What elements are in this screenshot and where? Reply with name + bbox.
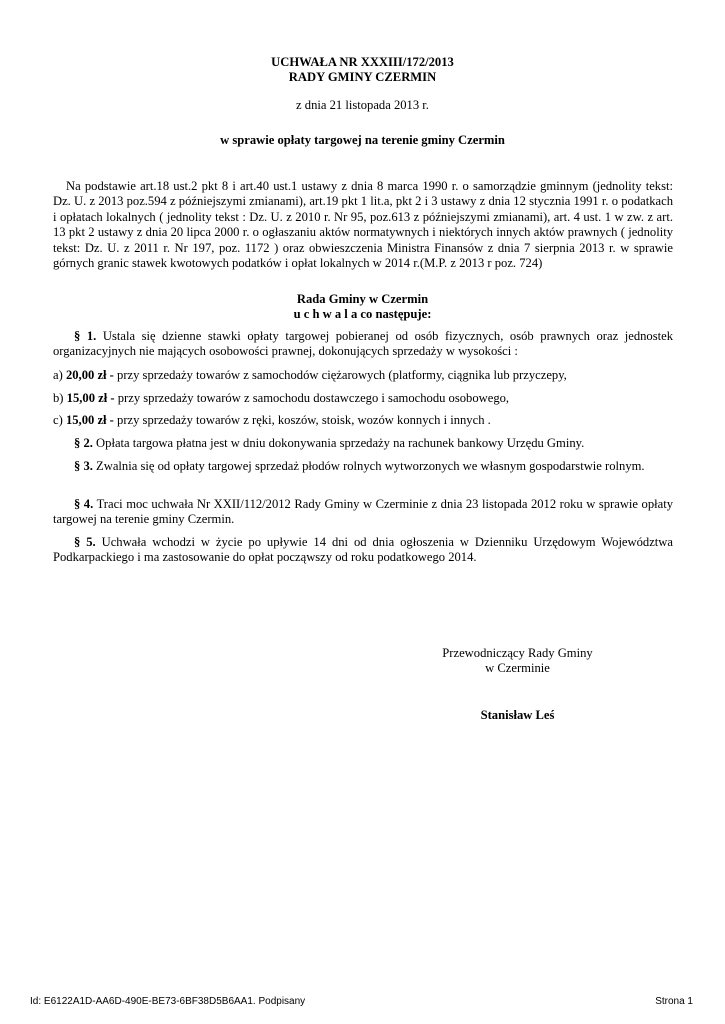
section-4 (53, 497, 673, 528)
rate-text: przy sprzedaży towarów z samochodu dostawczego i samochodu osobowego, (117, 391, 510, 405)
signature-role-line-1: Przewodniczący Rady Gminy (442, 646, 593, 660)
section-2 (53, 436, 673, 451)
rate-letter: c) (53, 413, 63, 427)
rate-item-b (53, 391, 673, 406)
section-3 (53, 459, 673, 474)
rate-text: przy sprzedaży towarów z samochodów ciężarowych (platformy, ciągnika lub przyczepy, (117, 368, 567, 382)
footer-document-id: Id: E6122A1D-AA6D-490E-BE73-6BF38D5B6AA1. Podpisany (30, 996, 306, 1007)
rate-amount: 20,00 zł - (65, 368, 114, 382)
section-2-text: Opłata targowa płatna jest w dniu dokonywania sprzedaży na rachunek bankowy Urzędu Gminy. (96, 436, 585, 450)
document-date: z dnia 21 listopada 2013 r. (296, 98, 429, 112)
section-5 (53, 535, 673, 566)
section-5-label: § 5. (74, 535, 96, 549)
resolution-line-2: u c h w a l a co następuje: (293, 307, 432, 321)
section-1-text: Ustala się dzienne stawki opłaty targowej pobieranej od osób fizycznych, osób prawnych oraz jednostek organizacyjnych nie mających osobowości prawnej, dokonujących sprzedaży w wysokości : (53, 329, 673, 359)
rate-letter: b) (53, 391, 64, 405)
rate-item-c (53, 413, 673, 428)
resolution-heading (0, 292, 725, 322)
section-4-text: Traci moc uchwała Nr XXII/112/2012 Rady Gminy w Czerminie z dnia 23 listopada 2012 roku w sprawie opłaty targowej na terenie gminy Czermin. (53, 497, 674, 527)
title-line-2: RADY GMINY CZERMIN (288, 70, 437, 84)
section-4-label: § 4. (74, 497, 94, 511)
section-1 (53, 329, 673, 360)
rate-amount: 15,00 zł - (65, 413, 114, 427)
signature-block (415, 646, 620, 676)
rate-text: przy sprzedaży towarów z ręki, koszów, stoisk, wozów konnych i innych . (117, 413, 491, 427)
signature-role-line-2: w Czerminie (485, 661, 550, 675)
preamble-paragraph: Na podstawie art.18 ust.2 pkt 8 i art.40 ust.1 ustawy z dnia 8 marca 1990 r. o samorządzie gminnym (jednolity tekst: Dz. U. z 2013 poz.594 z późniejszymi zmianami), art.19 pkt 1 lit.a, pkt 2 i 3 ustawy z dnia 12 stycznia 1991 r. o podatkach i opłatach lokalnych ( jednolity tekst : Dz. U. z 2010 r. Nr 95, poz.613 z późniejszymi zmianami), art. 4 ust. 1 w zw. z art. 13 pkt 2 ustawy z dnia 20 lipca 2000 r. o ogłaszaniu aktów normatywnych i niektórych innych aktów prawnych ( jednolity tekst: Dz. U. z 2011 r. Nr 197, poz. 1172 ) oraz obwieszczenia Ministra Finansów z dnia 7 sierpnia 2013 r. w sprawie górnych granic stawek kwotowych podatków i opłat lokalnych w 2014 r.(M.P. z 2013 r poz. 724) (53, 179, 673, 271)
section-3-text: Zwalnia się od opłaty targowej sprzedaż płodów rolnych wytworzonych we własnym gospodarstwie rolnym. (96, 459, 645, 473)
section-1-label: § 1. (74, 329, 97, 343)
resolution-line-1: Rada Gminy w Czermin (296, 292, 429, 306)
rate-letter: a) (53, 368, 63, 382)
section-2-label: § 2. (74, 436, 93, 450)
signature-name: Stanisław Leś (480, 708, 555, 722)
document-subject: w sprawie opłaty targowej na terenie gminy Czermin (220, 133, 505, 147)
document-title (0, 55, 725, 85)
section-5-text: Uchwała wchodzi w życie po upływie 14 dni od dnia ogłoszenia w Dzienniku Urzędowym Województwa Podkarpackiego i ma zastosowanie do opłat począwszy od roku podatkowego 2014. (53, 535, 673, 565)
rate-item-a (53, 368, 673, 383)
rate-amount: 15,00 zł - (66, 391, 115, 405)
footer-page-number: Strona 1 (655, 996, 693, 1007)
section-3-label: § 3. (74, 459, 93, 473)
title-line-1: UCHWAŁA NR XXXIII/172/2013 (271, 55, 454, 69)
